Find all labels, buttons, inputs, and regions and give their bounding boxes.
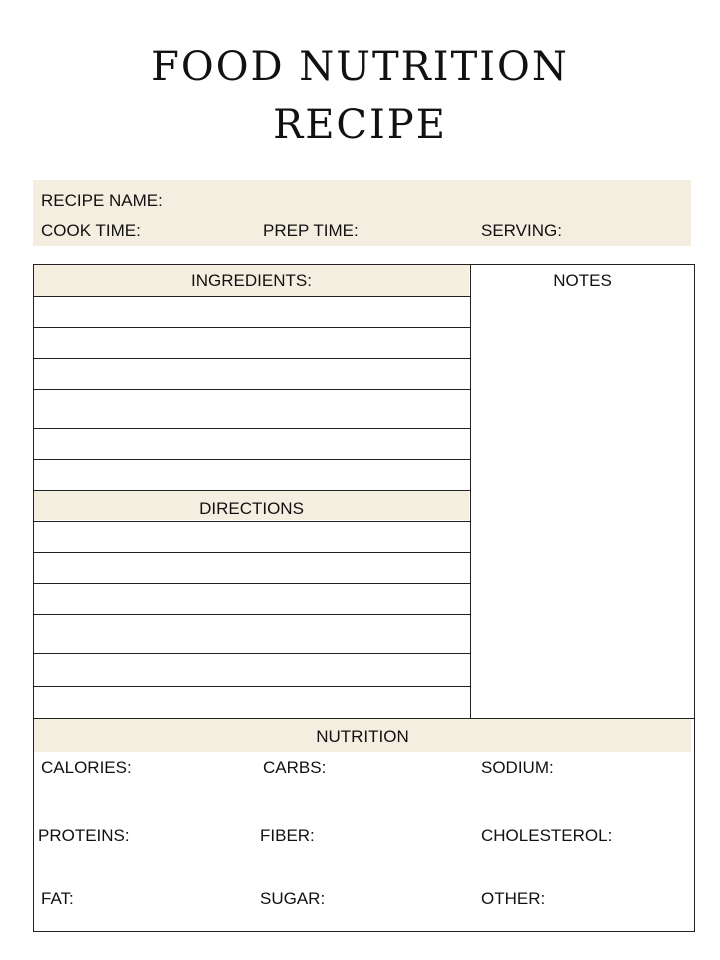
- fat-label: FAT:: [41, 889, 74, 908]
- direction-line: [33, 653, 470, 654]
- ingredients-header-underline: [33, 296, 470, 297]
- ingredient-line: [33, 428, 470, 429]
- direction-line: [33, 552, 470, 553]
- table-right-border: [694, 264, 695, 932]
- directions-header: DIRECTIONS: [199, 499, 304, 518]
- direction-line: [33, 686, 470, 687]
- ingredients-header: INGREDIENTS:: [191, 271, 312, 290]
- notes-divider: [470, 264, 471, 719]
- page-title-line-2: RECIPE: [273, 102, 447, 148]
- sodium-label: SODIUM:: [481, 758, 554, 777]
- table-bottom-border: [33, 931, 695, 932]
- ingredient-line: [33, 389, 470, 390]
- page-title-line-1: FOOD NUTRITION: [151, 44, 569, 90]
- direction-line: [33, 583, 470, 584]
- calories-label: CALORIES:: [41, 758, 132, 777]
- table-left-border: [33, 264, 34, 932]
- ingredient-line: [33, 459, 470, 460]
- sugar-label: SUGAR:: [260, 889, 326, 908]
- notes-header: NOTES: [553, 271, 612, 290]
- carbs-label: CARBS:: [263, 758, 327, 777]
- proteins-label: PROTEINS:: [38, 826, 130, 845]
- cholesterol-label: CHOLESTEROL:: [481, 826, 613, 845]
- cook-time-label: COOK TIME:: [41, 221, 141, 240]
- nutrition-header: NUTRITION: [316, 727, 409, 746]
- ingredient-line: [33, 358, 470, 359]
- directions-header-underline: [33, 521, 470, 522]
- ingredient-line: [33, 327, 470, 328]
- fiber-label: FIBER:: [260, 826, 315, 845]
- recipe-name-label: RECIPE NAME:: [41, 191, 163, 210]
- other-label: OTHER:: [481, 889, 546, 908]
- serving-label: SERVING:: [481, 221, 562, 240]
- direction-line: [33, 614, 470, 615]
- prep-time-label: PREP TIME:: [263, 221, 359, 240]
